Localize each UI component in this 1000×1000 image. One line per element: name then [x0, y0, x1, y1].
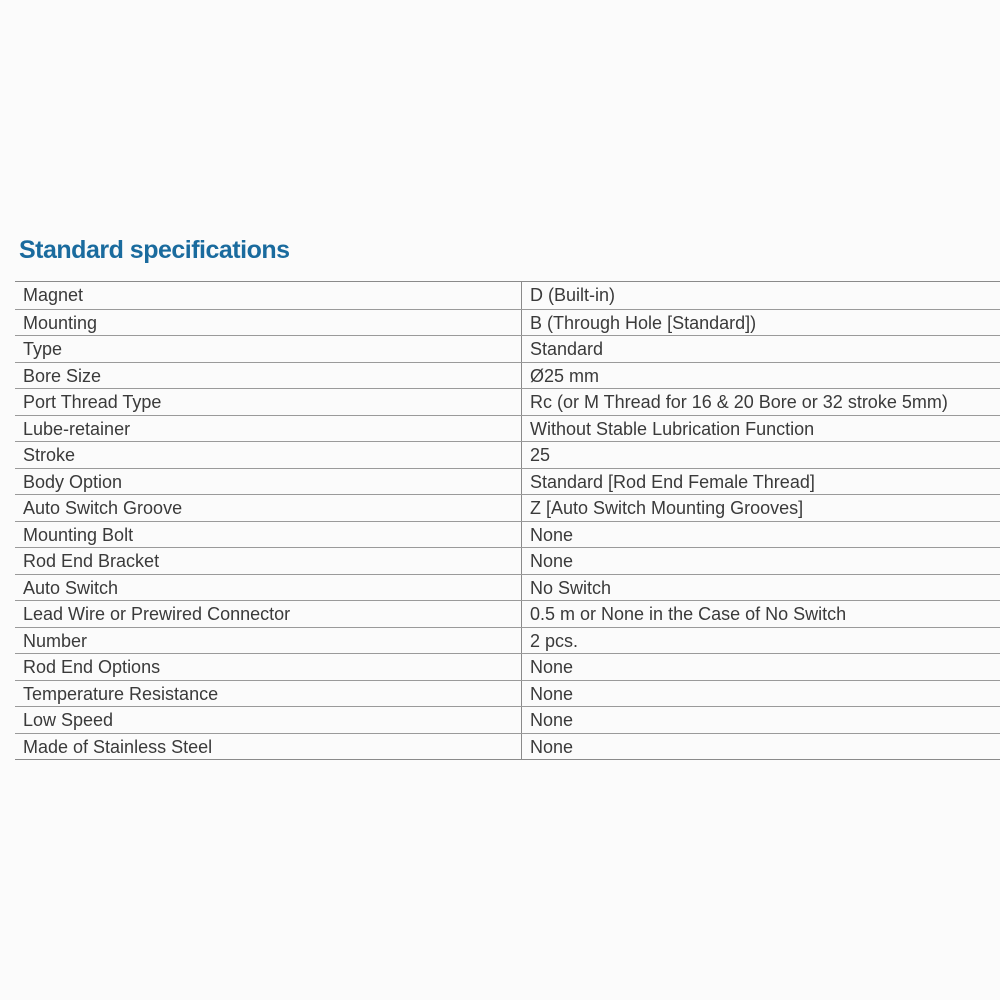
table-row: [15, 494, 1000, 521]
spec-value: Z [Auto Switch Mounting Grooves]: [530, 498, 804, 518]
table-row: [15, 309, 1000, 336]
spec-key: Bore Size: [15, 363, 522, 389]
table-row: [15, 547, 1000, 574]
spec-value: D (Built-in): [530, 285, 616, 305]
spec-table: [15, 281, 1000, 760]
spec-value: 2 pcs.: [530, 630, 579, 651]
spec-key: Auto Switch Groove: [15, 495, 522, 521]
spec-key: Rod End Bracket: [15, 548, 522, 574]
spec-key: Auto Switch: [15, 575, 522, 601]
spec-key: Lube-retainer: [15, 416, 522, 442]
spec-key: Temperature Resistance: [15, 681, 522, 707]
spec-value: None: [530, 657, 574, 677]
table-row: [15, 468, 1000, 495]
table-row: [15, 415, 1000, 442]
spec-value: None: [530, 683, 574, 704]
table-row: [15, 706, 1000, 733]
spec-value: B (Through Hole [Standard]): [530, 312, 757, 333]
spec-key: Body Option: [15, 469, 522, 495]
spec-value: Ø25 mm: [530, 365, 600, 386]
table-row: [15, 521, 1000, 548]
spec-value: None: [530, 710, 574, 730]
table-row: [15, 733, 1000, 760]
spec-key: Mounting Bolt: [15, 522, 522, 548]
spec-key: Type: [15, 336, 522, 362]
spec-key: Mounting: [15, 310, 522, 336]
spec-key: Lead Wire or Prewired Connector: [15, 601, 522, 627]
spec-key: Port Thread Type: [15, 389, 522, 415]
table-row: [15, 362, 1000, 389]
spec-value: Standard [Rod End Female Thread]: [530, 471, 815, 492]
spec-value: 0.5 m or None in the Case of No Switch: [530, 604, 847, 624]
spec-key: Low Speed: [15, 707, 522, 733]
table-row: [15, 388, 1000, 415]
spec-value: None: [530, 736, 574, 757]
page-title: Standard specifications: [19, 236, 290, 264]
table-row: [15, 627, 1000, 654]
spec-value: 25: [530, 445, 551, 465]
spec-value: None: [530, 524, 574, 545]
spec-value: Standard: [530, 339, 604, 359]
table-row: [15, 653, 1000, 680]
spec-key: Number: [15, 628, 522, 654]
spec-key: Stroke: [15, 442, 522, 468]
table-row: [15, 680, 1000, 707]
table-row: [15, 441, 1000, 468]
table-row: [15, 335, 1000, 362]
table-row: [15, 574, 1000, 601]
spec-key: Made of Stainless Steel: [15, 734, 522, 760]
table-row: [15, 600, 1000, 627]
spec-key: Rod End Options: [15, 654, 522, 680]
spec-value: Without Stable Lubrication Function: [530, 418, 815, 439]
spec-value: None: [530, 551, 574, 571]
spec-value: No Switch: [530, 577, 612, 598]
table-row: [15, 282, 1000, 309]
spec-value: Rc (or M Thread for 16 & 20 Bore or 32 stroke 5mm): [530, 392, 948, 412]
spec-key: Magnet: [15, 282, 522, 309]
